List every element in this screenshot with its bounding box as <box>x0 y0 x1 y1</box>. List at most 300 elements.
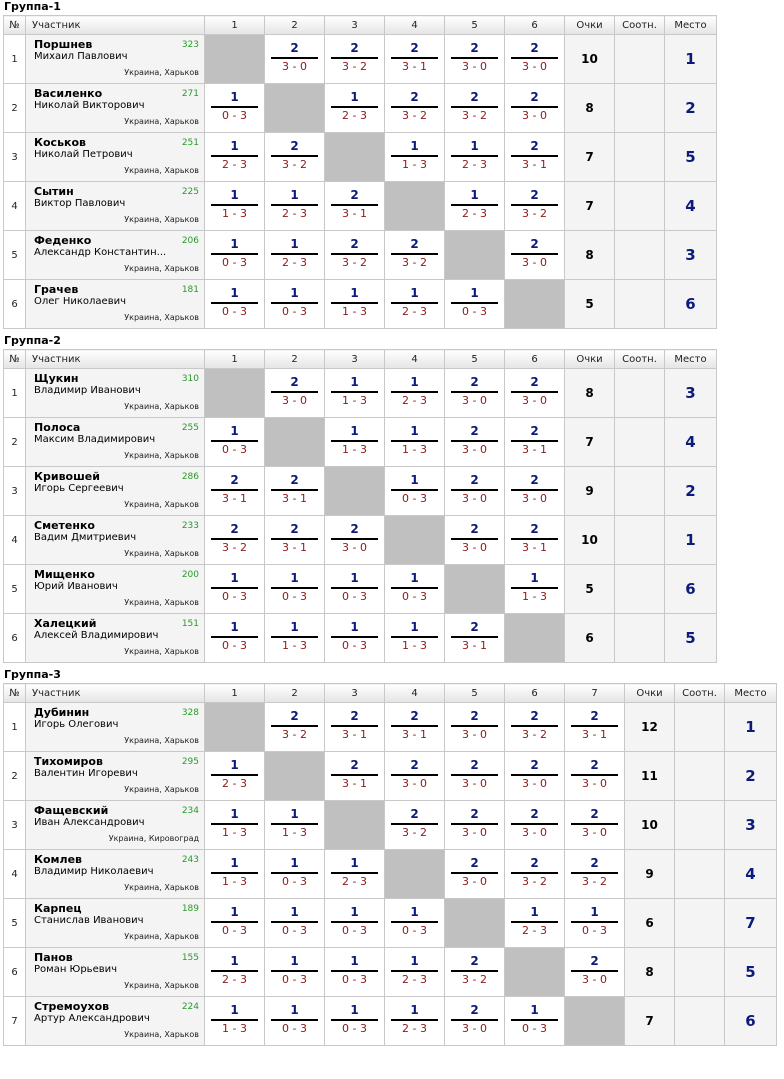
match-result[interactable] <box>445 997 505 1046</box>
result-divider <box>451 636 498 638</box>
match-points: 2 <box>410 41 419 55</box>
match-result[interactable] <box>445 752 505 801</box>
player-fullname: Владимир Иванович <box>34 385 141 396</box>
match-points: 1 <box>230 954 239 968</box>
match-score: 3 - 0 <box>582 777 607 790</box>
total-points: 8 <box>565 84 615 133</box>
player-cell[interactable] <box>26 418 205 467</box>
player-number: 5 <box>4 899 26 948</box>
match-result[interactable] <box>385 418 445 467</box>
match-result[interactable] <box>385 84 445 133</box>
diagonal-cell <box>385 850 445 899</box>
match-result[interactable] <box>505 752 565 801</box>
match-result[interactable] <box>385 565 445 614</box>
match-points: 1 <box>410 139 419 153</box>
match-result[interactable] <box>325 703 385 752</box>
place-value: 2 <box>665 467 717 516</box>
match-result[interactable] <box>205 467 265 516</box>
match-result[interactable] <box>325 614 385 663</box>
match-result[interactable] <box>565 899 625 948</box>
match-points: 2 <box>530 139 539 153</box>
match-result[interactable] <box>385 752 445 801</box>
match-result[interactable] <box>385 801 445 850</box>
match-points: 2 <box>530 709 539 723</box>
player-cell[interactable] <box>26 467 205 516</box>
match-score: 3 - 1 <box>282 492 307 505</box>
result-divider <box>391 440 438 442</box>
match-points: 1 <box>350 620 359 634</box>
match-result[interactable] <box>385 703 445 752</box>
match-result[interactable] <box>445 614 505 663</box>
player-cell[interactable] <box>26 133 205 182</box>
player-cell[interactable] <box>26 280 205 329</box>
match-points: 2 <box>410 709 419 723</box>
match-score: 1 - 3 <box>222 826 247 839</box>
match-points: 2 <box>590 954 599 968</box>
match-result[interactable] <box>565 703 625 752</box>
match-result[interactable] <box>205 565 265 614</box>
player-rating: 206 <box>181 236 199 246</box>
match-result[interactable] <box>385 231 445 280</box>
place-value: 4 <box>725 850 777 899</box>
match-result[interactable] <box>505 182 565 231</box>
player-number: 4 <box>4 516 26 565</box>
match-points: 1 <box>410 954 419 968</box>
player-number: 4 <box>4 182 26 231</box>
player-number: 1 <box>4 35 26 84</box>
player-city: Украина, Харьков <box>124 313 199 322</box>
match-points: 2 <box>470 856 479 870</box>
result-divider <box>571 970 618 972</box>
header-opponent-6: 6 <box>505 350 565 369</box>
match-result[interactable] <box>265 899 325 948</box>
match-result[interactable] <box>265 369 325 418</box>
header-num: № <box>4 684 26 703</box>
player-cell[interactable] <box>26 801 205 850</box>
header-place: Место <box>725 684 777 703</box>
match-result[interactable] <box>325 280 385 329</box>
player-number: 2 <box>4 752 26 801</box>
header-opponent-4: 4 <box>385 350 445 369</box>
match-result[interactable] <box>325 752 385 801</box>
player-cell[interactable] <box>26 35 205 84</box>
match-result[interactable] <box>265 850 325 899</box>
match-score: 3 - 2 <box>522 875 547 888</box>
result-divider <box>331 440 378 442</box>
result-divider <box>271 489 318 491</box>
place-value: 1 <box>725 703 777 752</box>
result-divider <box>271 872 318 874</box>
match-score: 0 - 3 <box>402 492 427 505</box>
match-result[interactable] <box>385 280 445 329</box>
player-cell[interactable] <box>26 369 205 418</box>
match-result[interactable] <box>325 418 385 467</box>
match-result[interactable] <box>325 182 385 231</box>
match-points: 1 <box>230 571 239 585</box>
match-result[interactable] <box>205 280 265 329</box>
match-points: 1 <box>290 1003 299 1017</box>
player-cell[interactable] <box>26 703 205 752</box>
result-divider <box>271 823 318 825</box>
match-result[interactable] <box>325 231 385 280</box>
match-result[interactable] <box>325 369 385 418</box>
match-result[interactable] <box>385 467 445 516</box>
header-opponent-3: 3 <box>325 684 385 703</box>
player-cell[interactable] <box>26 182 205 231</box>
match-points: 1 <box>470 188 479 202</box>
player-number: 6 <box>4 614 26 663</box>
header-num: № <box>4 350 26 369</box>
result-divider <box>271 253 318 255</box>
result-divider <box>271 302 318 304</box>
player-surname: Комлев <box>34 853 83 866</box>
match-result[interactable] <box>325 84 385 133</box>
match-points: 2 <box>350 188 359 202</box>
result-divider <box>511 587 558 589</box>
match-result[interactable] <box>445 703 505 752</box>
match-result[interactable] <box>265 703 325 752</box>
match-result[interactable] <box>205 516 265 565</box>
match-points: 1 <box>350 424 359 438</box>
place-value: 5 <box>665 133 717 182</box>
match-points: 1 <box>290 856 299 870</box>
result-divider <box>391 57 438 59</box>
match-score: 3 - 0 <box>462 826 487 839</box>
match-result[interactable] <box>325 899 385 948</box>
match-result[interactable] <box>265 231 325 280</box>
match-score: 0 - 3 <box>342 590 367 603</box>
match-result[interactable] <box>385 997 445 1046</box>
player-surname: Грачев <box>34 283 79 296</box>
result-divider <box>451 489 498 491</box>
match-score: 0 - 3 <box>402 590 427 603</box>
match-result[interactable] <box>325 516 385 565</box>
result-divider <box>331 302 378 304</box>
match-result[interactable] <box>505 418 565 467</box>
result-divider <box>511 1019 558 1021</box>
group-3 <box>0 668 784 1046</box>
result-divider <box>391 823 438 825</box>
player-rating: 286 <box>181 472 199 482</box>
match-points: 2 <box>470 709 479 723</box>
match-result[interactable] <box>445 850 505 899</box>
player-cell[interactable] <box>26 84 205 133</box>
diagonal-cell <box>385 182 445 231</box>
match-result[interactable] <box>325 948 385 997</box>
header-points: Очки <box>625 684 675 703</box>
player-rating: 225 <box>181 187 199 197</box>
match-points: 1 <box>410 905 419 919</box>
match-result[interactable] <box>505 467 565 516</box>
match-score: 3 - 2 <box>582 875 607 888</box>
total-points: 10 <box>565 35 615 84</box>
match-points: 2 <box>470 424 479 438</box>
match-score: 3 - 0 <box>522 492 547 505</box>
player-city: Украина, Харьков <box>124 117 199 126</box>
place-value: 6 <box>665 565 717 614</box>
match-result[interactable] <box>505 899 565 948</box>
match-points: 2 <box>290 709 299 723</box>
result-divider <box>511 538 558 540</box>
total-points: 5 <box>565 565 615 614</box>
match-points: 1 <box>470 139 479 153</box>
table-row <box>4 133 717 182</box>
player-surname: Щукин <box>34 372 79 385</box>
result-divider <box>211 636 258 638</box>
player-rating: 323 <box>181 40 199 50</box>
diagonal-cell <box>445 565 505 614</box>
match-score: 0 - 3 <box>222 639 247 652</box>
match-result[interactable] <box>205 850 265 899</box>
match-score: 3 - 2 <box>342 60 367 73</box>
result-divider <box>571 725 618 727</box>
match-score: 1 - 3 <box>222 207 247 220</box>
player-cell[interactable] <box>26 614 205 663</box>
header-opponent-5: 5 <box>445 684 505 703</box>
result-divider <box>511 155 558 157</box>
match-result[interactable] <box>505 801 565 850</box>
result-divider <box>331 725 378 727</box>
result-divider <box>331 636 378 638</box>
header-opponent-3: 3 <box>325 350 385 369</box>
player-cell[interactable] <box>26 850 205 899</box>
match-result[interactable] <box>505 565 565 614</box>
table-row <box>4 752 777 801</box>
match-result[interactable] <box>505 231 565 280</box>
match-result[interactable] <box>205 948 265 997</box>
match-points: 2 <box>470 375 479 389</box>
player-fullname: Игорь Олегович <box>34 719 119 730</box>
player-rating: 255 <box>181 423 199 433</box>
match-points: 2 <box>230 473 239 487</box>
player-cell[interactable] <box>26 899 205 948</box>
player-cell[interactable] <box>26 565 205 614</box>
total-points: 12 <box>625 703 675 752</box>
place-value: 5 <box>725 948 777 997</box>
match-result[interactable] <box>205 801 265 850</box>
result-divider <box>511 391 558 393</box>
player-cell[interactable] <box>26 752 205 801</box>
match-points: 1 <box>530 1003 539 1017</box>
match-score: 3 - 0 <box>522 826 547 839</box>
match-result[interactable] <box>445 369 505 418</box>
result-divider <box>271 725 318 727</box>
result-divider <box>211 155 258 157</box>
match-result[interactable] <box>385 614 445 663</box>
match-result[interactable] <box>205 752 265 801</box>
match-result[interactable] <box>265 133 325 182</box>
match-result[interactable] <box>445 948 505 997</box>
match-result[interactable] <box>505 84 565 133</box>
match-points: 2 <box>410 237 419 251</box>
match-score: 3 - 2 <box>402 256 427 269</box>
match-points: 2 <box>470 758 479 772</box>
result-divider <box>451 970 498 972</box>
place-value: 6 <box>725 997 777 1046</box>
table-row <box>4 997 777 1046</box>
match-result[interactable] <box>565 752 625 801</box>
match-score: 0 - 3 <box>282 973 307 986</box>
match-result[interactable] <box>505 850 565 899</box>
match-result[interactable] <box>565 850 625 899</box>
player-cell[interactable] <box>26 948 205 997</box>
match-result[interactable] <box>265 280 325 329</box>
match-result[interactable] <box>265 467 325 516</box>
ratio-value <box>675 899 725 948</box>
match-result[interactable] <box>565 948 625 997</box>
match-result[interactable] <box>505 703 565 752</box>
match-result[interactable] <box>385 369 445 418</box>
result-divider <box>391 725 438 727</box>
match-result[interactable] <box>205 899 265 948</box>
header-participant: Участник <box>26 350 205 369</box>
player-cell[interactable] <box>26 231 205 280</box>
match-score: 1 - 3 <box>522 590 547 603</box>
match-result[interactable] <box>205 418 265 467</box>
player-fullname: Игорь Сергеевич <box>34 483 124 494</box>
match-result[interactable] <box>265 565 325 614</box>
group-2 <box>0 334 784 663</box>
match-points: 2 <box>530 522 539 536</box>
match-points: 2 <box>350 237 359 251</box>
match-result[interactable] <box>265 801 325 850</box>
result-divider <box>451 440 498 442</box>
match-result[interactable] <box>325 997 385 1046</box>
match-result[interactable] <box>505 997 565 1046</box>
match-result[interactable] <box>445 35 505 84</box>
player-fullname: Николай Петрович <box>34 149 133 160</box>
result-divider <box>451 204 498 206</box>
match-score: 2 - 3 <box>402 394 427 407</box>
match-score: 0 - 3 <box>282 305 307 318</box>
match-result[interactable] <box>205 997 265 1046</box>
match-result[interactable] <box>265 516 325 565</box>
match-result[interactable] <box>205 133 265 182</box>
match-result[interactable] <box>445 133 505 182</box>
match-result[interactable] <box>445 801 505 850</box>
match-result[interactable] <box>325 850 385 899</box>
match-result[interactable] <box>445 418 505 467</box>
player-cell[interactable] <box>26 997 205 1046</box>
match-points: 2 <box>590 709 599 723</box>
ratio-value <box>675 703 725 752</box>
match-result[interactable] <box>265 997 325 1046</box>
player-fullname: Валентин Игоревич <box>34 768 138 779</box>
match-result[interactable] <box>265 182 325 231</box>
diagonal-cell <box>325 801 385 850</box>
match-result[interactable] <box>205 231 265 280</box>
match-result[interactable] <box>445 84 505 133</box>
match-score: 2 - 3 <box>462 158 487 171</box>
result-divider <box>391 921 438 923</box>
match-score: 3 - 2 <box>462 109 487 122</box>
match-points: 2 <box>470 90 479 104</box>
results-table <box>3 15 717 329</box>
player-surname: Панов <box>34 951 73 964</box>
header-opponent-1: 1 <box>205 16 265 35</box>
place-value: 3 <box>665 231 717 280</box>
match-result[interactable] <box>505 516 565 565</box>
result-divider <box>331 872 378 874</box>
result-divider <box>511 440 558 442</box>
match-result[interactable] <box>385 948 445 997</box>
match-result[interactable] <box>325 565 385 614</box>
player-rating: 310 <box>181 374 199 384</box>
match-score: 3 - 2 <box>282 728 307 741</box>
match-score: 1 - 3 <box>402 158 427 171</box>
match-result[interactable] <box>445 182 505 231</box>
place-value: 6 <box>665 280 717 329</box>
player-number: 6 <box>4 948 26 997</box>
result-divider <box>331 587 378 589</box>
match-result[interactable] <box>265 614 325 663</box>
match-result[interactable] <box>385 133 445 182</box>
place-value: 3 <box>665 369 717 418</box>
match-result[interactable] <box>205 614 265 663</box>
match-result[interactable] <box>505 133 565 182</box>
result-divider <box>391 1019 438 1021</box>
match-result[interactable] <box>205 182 265 231</box>
match-result[interactable] <box>445 516 505 565</box>
match-result[interactable] <box>325 35 385 84</box>
player-fullname: Артур Александрович <box>34 1013 150 1024</box>
match-result[interactable] <box>205 84 265 133</box>
match-score: 0 - 3 <box>222 109 247 122</box>
match-score: 1 - 3 <box>402 443 427 456</box>
result-divider <box>331 106 378 108</box>
match-result[interactable] <box>445 280 505 329</box>
match-points: 1 <box>410 620 419 634</box>
match-score: 3 - 1 <box>582 728 607 741</box>
match-score: 3 - 0 <box>462 728 487 741</box>
match-score: 3 - 0 <box>402 777 427 790</box>
match-points: 2 <box>410 758 419 772</box>
result-divider <box>511 725 558 727</box>
result-divider <box>451 872 498 874</box>
result-divider <box>451 391 498 393</box>
diagonal-cell <box>505 614 565 663</box>
ratio-value <box>675 948 725 997</box>
match-score: 0 - 3 <box>282 875 307 888</box>
match-score: 3 - 1 <box>462 639 487 652</box>
place-value: 4 <box>665 418 717 467</box>
match-score: 3 - 1 <box>282 541 307 554</box>
player-cell[interactable] <box>26 516 205 565</box>
match-result[interactable] <box>265 948 325 997</box>
match-points: 1 <box>230 856 239 870</box>
match-score: 3 - 2 <box>462 973 487 986</box>
match-score: 1 - 3 <box>222 1022 247 1035</box>
match-result[interactable] <box>505 369 565 418</box>
result-divider <box>211 774 258 776</box>
player-fullname: Вадим Дмитриевич <box>34 532 137 543</box>
match-result[interactable] <box>445 467 505 516</box>
match-result[interactable] <box>385 899 445 948</box>
match-result[interactable] <box>565 801 625 850</box>
match-result[interactable] <box>385 35 445 84</box>
place-value: 2 <box>665 84 717 133</box>
match-points: 1 <box>290 954 299 968</box>
result-divider <box>271 538 318 540</box>
match-points: 1 <box>350 905 359 919</box>
match-points: 2 <box>530 807 539 821</box>
match-score: 0 - 3 <box>222 924 247 937</box>
player-fullname: Иван Александрович <box>34 817 145 828</box>
match-score: 3 - 0 <box>462 443 487 456</box>
match-result[interactable] <box>505 35 565 84</box>
match-result[interactable] <box>265 35 325 84</box>
match-points: 2 <box>290 375 299 389</box>
